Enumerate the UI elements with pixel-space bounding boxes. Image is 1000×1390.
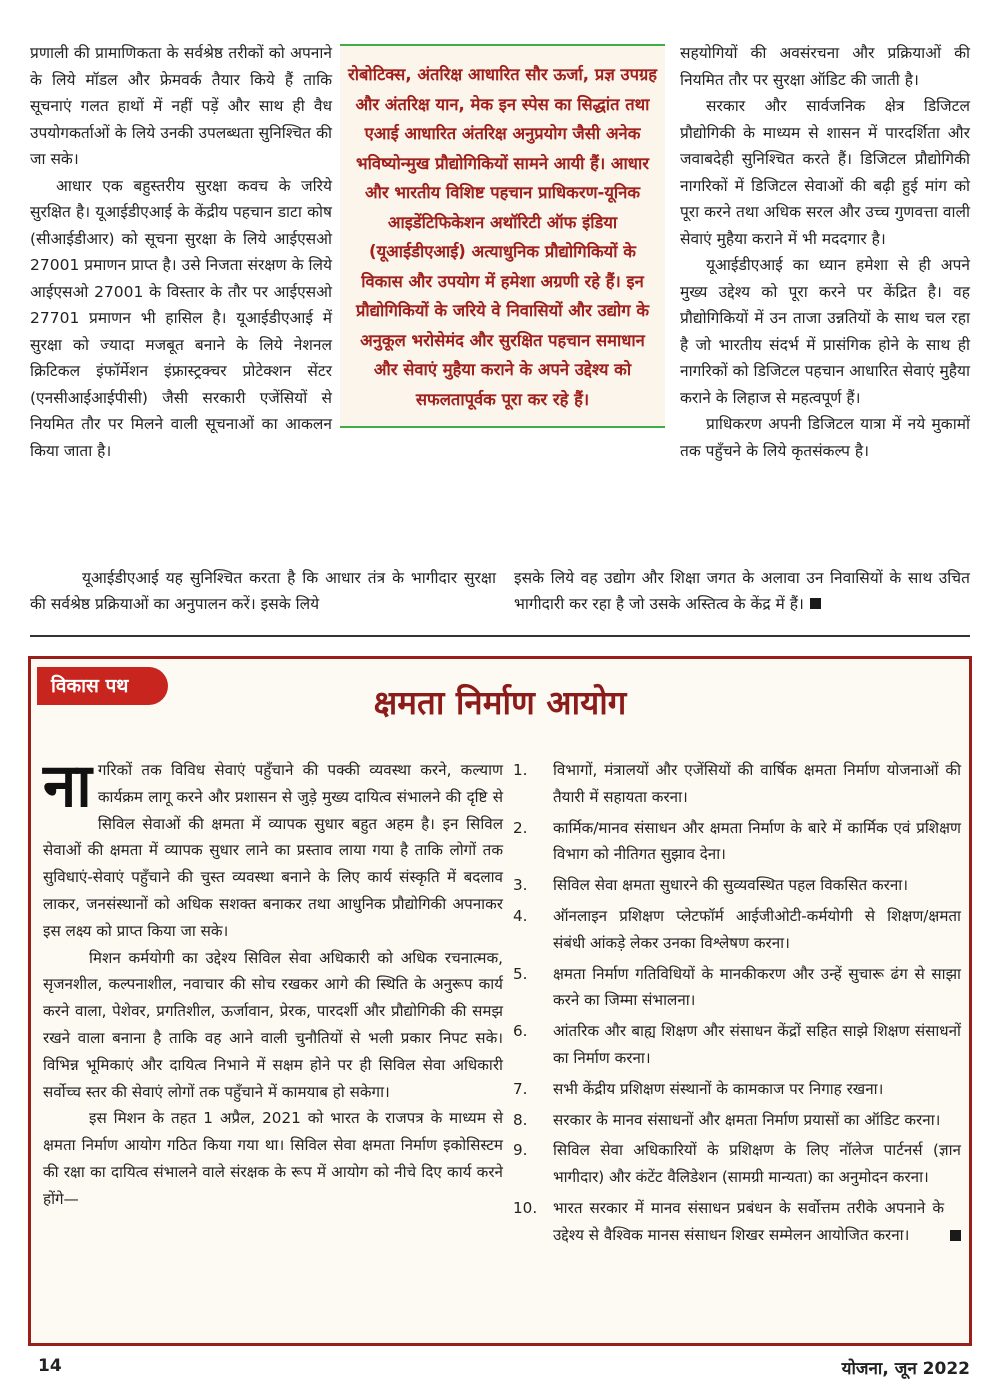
bridge-left-text: यूआईडीएआई यह सुनिश्चित करता है कि आधार तंत्र के भागीदार सुरक्षा की सर्वश्रेष्ठ प्रक्रियाओं का अनुपालन करें। इसके लिये [30, 569, 496, 613]
end-mark-icon [810, 598, 821, 609]
task-list-item [513, 815, 961, 869]
task-text: कार्मिक/मानव संसाधन और क्षमता निर्माण के बारे में कार्मिक एवं प्रशिक्षण विभाग को नीतिगत सुझाव देना। [553, 818, 961, 864]
task-list-item [513, 1195, 961, 1249]
task-list-item [513, 961, 961, 1015]
task-text: भारत सरकार में मानव संसाधन प्रबंधन के सर्वोत्तम तरीके अपनाने के उद्देश्य से वैश्विक मानस संसाधन शिखर सम्मेलन आयोजित करना। [553, 1198, 944, 1244]
bridge-right [514, 565, 970, 617]
task-list-item [513, 903, 961, 957]
box-left-column [43, 751, 503, 1213]
bridge-right-text: इसके लिये वह उद्योग और शिक्षा जगत के अलावा उन निवासियों के साथ उचित भागीदारी कर रहा है जो उसके अस्तित्व के केंद्र में हैं। [514, 569, 970, 613]
task-text: ऑनलाइन प्रशिक्षण प्लेटफॉर्म आईजीओटी-कर्मयोगी से शिक्षण/क्षमता संबंधी आंकड़े लेकर उनका विश्लेषण करना। [553, 906, 961, 952]
task-number: 6. [513, 1022, 528, 1041]
end-mark-icon [950, 1230, 961, 1241]
task-list-item [513, 872, 961, 899]
task-text: विभागों, मंत्रालयों और एजेंसियों की वार्षिक क्षमता निर्माण योजनाओं की तैयारी में सहायता करना। [553, 761, 961, 806]
right-paragraph: प्राधिकरण अपनी डिजिटल यात्रा में नये मुकामों तक पहुँचने के लिये कृतसंकल्प है। [680, 415, 970, 460]
task-number: 2. [513, 818, 528, 837]
task-text: सरकार के मानव संसाधनों और क्षमता निर्माण प्रयासों का ऑडिट करना। [553, 1110, 941, 1129]
journal-issue: योजना, जून 2022 [841, 1359, 970, 1379]
task-text: सभी केंद्रीय प्रशिक्षण संस्थानों के कामकाज पर निगाह रखना। [553, 1079, 884, 1098]
right-paragraph: सरकार और सार्वजनिक क्षेत्र डिजिटल प्रौद्योगिकी के माध्यम से शासन में पारदर्शिता और जवाबदेही सुनिश्चित करते हैं। डिजिटल प्रौद्योगिकी नागरिकों में डिजिटल सेवाओं की बढ़ी हुई मांग को पूरा करने तथा अधिक सरल और उच्च गुणवत्ता वाली सेवाएं मुहैया कराने में भी मददगार है। [680, 97, 970, 248]
left-paragraph: प्रणाली की प्रामाणिकता के सर्वश्रेष्ठ तरीकों को अपनाने के लिये मॉडल और फ्रेमवर्क तैयार किये हैं ताकि सूचनाएं गलत हाथों में नहीं पड़ें और साथ ही वैध उपयोगकर्ताओं के लिये उनकी उपलब्धता सुनिश्चित की जा सके। [30, 44, 332, 168]
box-right-column [513, 757, 961, 1253]
task-number: 4. [513, 906, 528, 925]
drop-cap: ना [43, 751, 92, 821]
task-list-item [513, 1107, 961, 1134]
task-number: 10. [513, 1198, 538, 1217]
task-text: सिविल सेवा अधिकारियों के प्रशिक्षण के लिए नॉलेज पार्टनर्स (ज्ञान भागीदार) और कंटेंट वैलिडेशन (सामग्री मान्यता) का अनुमोदन करना। [553, 1141, 961, 1187]
bridge-left [30, 565, 496, 617]
section-tag: विकास पथ [37, 667, 168, 705]
sidebar-box [28, 656, 972, 1346]
box-title: क्षमता निर्माण आयोग [373, 683, 627, 722]
task-list-item [513, 1018, 961, 1072]
task-number: 3. [513, 876, 528, 895]
task-number: 8. [513, 1110, 528, 1129]
task-text: क्षमता निर्माण गतिविधियों के मानकीकरण और उन्हें सुचारू ढंग से साझा करने का जिम्मा संभालना। [553, 964, 961, 1010]
task-number: 1. [513, 761, 528, 779]
page-number: 14 [38, 1356, 62, 1376]
box-intro-paragraph [43, 751, 503, 945]
right-paragraph: सहयोगियों की अवसंरचना और प्रक्रियाओं की नियमित तौर पर सुरक्षा ऑडिट की जाती है। [680, 44, 970, 89]
section-divider [30, 635, 970, 637]
box-paragraph: मिशन कर्मयोगी का उद्देश्य सिविल सेवा अधिकारी को अधिक रचनात्मक, सृजनशील, कल्पनाशील, नवाचार की सोच रखकर आगे की स्थिति के अनुरूप कार्य करने वाला, पेशेवर, प्रगतिशील, ऊर्जावान, प्रेरक, पारदर्शी और प्रौद्योगिकी की समझ रखने वाला बनाना है ताकि वह आने वाली चुनौतियों से भली प्रकार निपट सके। विभिन्न भूमिकाएं और दायित्व निभाने में सक्षम होने पर ही सिविल सेवा अधिकारी सर्वोच्च स्तर की सेवाएं लोगों तक पहुँचाने में कामयाब हो सकेगा। [43, 948, 503, 1101]
right-paragraph: यूआईडीएआई का ध्यान हमेशा से ही अपने मुख्य उद्देश्य को पूरा करने पर केंद्रित है। वह प्रौद्योगिकियों में उन ताजा उन्नतियों के साथ चल रहा है जो भारतीय संदर्भ में प्रासंगिक होने के साथ ही नागरिकों को डिजिटल पहचान आधारित सेवाएं मुहैया कराने के लिहाज से महत्वपूर्ण हैं। [680, 256, 970, 407]
pull-quote-text: रोबोटिक्स, अंतरिक्ष आधारित सौर ऊर्जा, प्रज्ञ उपग्रह और अंतरिक्ष यान, मेक इन स्पेस का सिद्धांत तथा एआई आधारित अंतरिक्ष अनुप्रयोग जैसी अनेक भविष्योन्मुख प्रौद्योगिकियों सामने आयी हैं। आधार और भारतीय विशिष्ट पहचान प्राधिकरण-यूनिक आइडेंटिफिकेशन अथॉरिटी ऑफ इंडिया (यूआईडीएआई) अत्याधुनिक प्रौद्योगिकियों के विकास और उपयोग में हमेशा अग्रणी रहे हैं। इन प्रौद्योगिकियों के जरिये वे निवासियों और उद्योग के अनुकूल भरोसेमंद और सुरक्षित पहचान समाधान और सेवाएं मुहैया कराने के अपने उद्देश्य को सफलतापूर्वक पूरा कर रहे हैं। [347, 65, 658, 409]
task-number: 7. [513, 1079, 528, 1098]
page-footer [0, 1354, 1000, 1384]
task-text: आंतरिक और बाह्य शिक्षण और संसाधन केंद्रों सहित साझे शिक्षण संसाधनों का निर्माण करना। [553, 1022, 961, 1067]
task-list-item [513, 1137, 961, 1191]
task-number: 9. [513, 1141, 528, 1160]
article-left-column [30, 40, 332, 464]
box-intro-text: गरिकों तक विविध सेवाएं पहुँचाने की पक्की व्यवस्था करने, कल्याण कार्यक्रम लागू करने और प्रशासन से जुड़े मुख्य दायित्व संभालने की दृष्टि से सिविल सेवाओं की क्षमता में व्यापक सुधार बहुत अहम है। इन सिविल सेवाओं की क्षमता में व्यापक सुधार लाने का प्रस्ताव लाया गया है ताकि लोगों तक सुविधाएं-सेवाएं पहुँचाने की चुस्त व्यवस्था बनाने के लिए कार्य संस्कृति में बदलाव लाकर, जनसंस्थानों को अधिक सशक्त बनाकर तथा आधुनिक प्रौद्योगिकी अपनाकर इस लक्ष्य को प्राप्त किया जा सके। [43, 761, 503, 940]
task-list-item [513, 1076, 961, 1103]
article-right-column [680, 40, 970, 464]
pull-quote [340, 44, 665, 428]
task-list [513, 757, 961, 1249]
task-text: सिविल सेवा क्षमता सुधारने की सुव्यवस्थित पहल विकसित करना। [553, 876, 908, 895]
left-paragraph: आधार एक बहुस्तरीय सुरक्षा कवच के जरिये सुरक्षित है। यूआईडीएआई के केंद्रीय पहचान डाटा कोष (सीआईडीआर) को सूचना सुरक्षा के लिये आईएसओ 27001 प्रमाणन प्राप्त है। उसे निजता संरक्षण के लिये आईएसओ 27001 के विस्तार के तौर पर आईएसओ 27701 प्रमाणन भी हासिल है। यूआईडीएआई में सुरक्षा को ज्यादा मजबूत बनाने के लिये नेशनल क्रिटिकल इंफॉर्मेशन इंफ्रास्ट्रक्चर प्रोटेक्शन सेंटर (एनसीआईआईपीसी) जैसी सरकारी एजेंसियों से नियमित तौर पर मिलने वाली सूचनाओं का आकलन किया जाता है। [30, 176, 332, 460]
box-paragraph: इस मिशन के तहत 1 अप्रैल, 2021 को भारत के राजपत्र के माध्यम से क्षमता निर्माण आयोग गठित किया गया था। सिविल सेवा क्षमता निर्माण इकोसिस्टम की रक्षा का दायित्व संभालने वाले संरक्षक के रूप में आयोग को नीचे दिए कार्य करने होंगे— [43, 1109, 503, 1208]
task-number: 5. [513, 964, 528, 983]
task-list-item [513, 757, 961, 811]
